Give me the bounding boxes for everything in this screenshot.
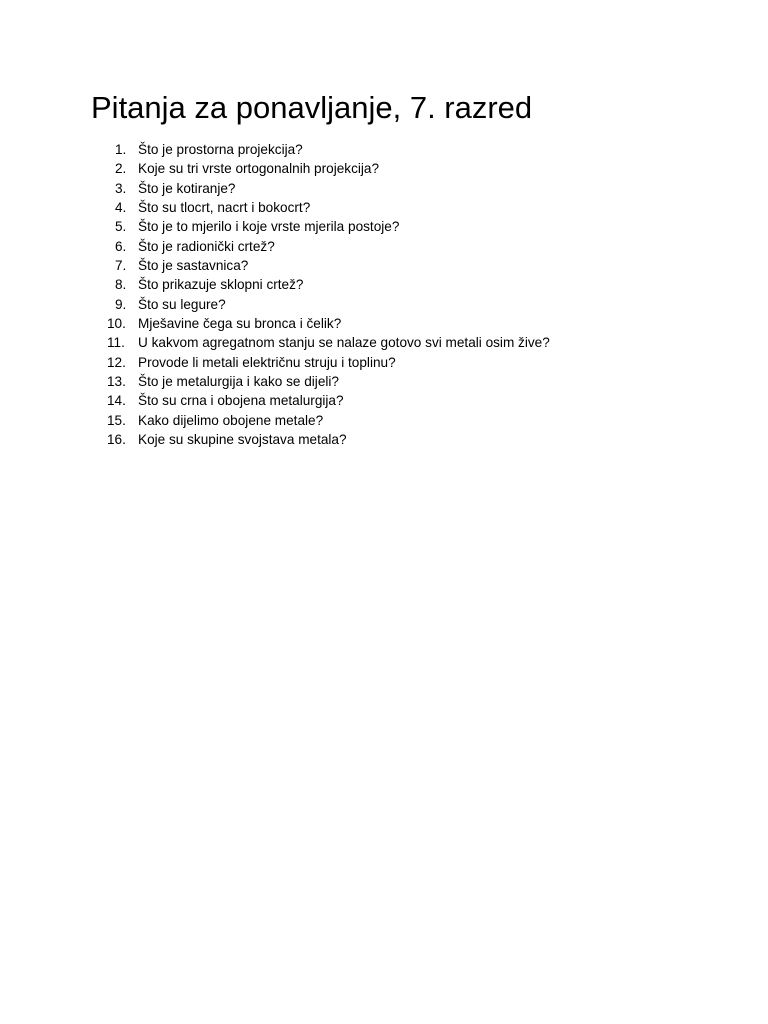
question-number-label: 15.	[107, 412, 126, 428]
question-number	[107, 353, 138, 372]
question-number	[107, 256, 138, 275]
question-text: Što su tlocrt, nacrt i bokocrt?	[138, 200, 311, 216]
list-item	[107, 159, 550, 178]
question-number	[107, 314, 138, 333]
question-number-label: 16.	[107, 432, 126, 448]
question-text: Kako dijelimo obojene metale?	[138, 412, 324, 428]
question-number	[107, 295, 138, 314]
question-number	[107, 237, 138, 256]
question-text: Što su legure?	[138, 296, 226, 312]
list-item	[107, 237, 550, 256]
list-item	[107, 411, 550, 430]
list-item	[107, 198, 550, 217]
question-text: Što je sastavnica?	[138, 258, 249, 274]
question-number-label: 8.	[115, 277, 127, 293]
list-item	[107, 217, 550, 236]
question-number-label: 9.	[115, 296, 127, 312]
list-item	[107, 140, 550, 159]
question-number	[107, 275, 138, 294]
list-item	[107, 314, 550, 333]
question-number	[107, 140, 138, 159]
question-number	[107, 217, 138, 236]
question-number-label: 11.	[107, 335, 125, 351]
question-text: Što je to mjerilo i koje vrste mjerila postoje?	[138, 219, 400, 235]
question-number-label: 3.	[115, 180, 127, 196]
list-item	[107, 256, 550, 275]
question-text: Što je radionički crtež?	[138, 238, 275, 254]
question-text: Što su crna i obojena metalurgija?	[138, 393, 344, 409]
question-text: U kakvom agregatnom stanju se nalaze gotovo svi metali osim žive?	[138, 335, 550, 351]
question-text: Provode li metali električnu struju i toplinu?	[138, 354, 396, 370]
question-number	[107, 333, 138, 352]
question-number	[107, 391, 138, 410]
question-text: Što prikazuje sklopni crtež?	[138, 277, 304, 293]
question-number	[107, 411, 138, 430]
question-number-label: 5.	[115, 219, 127, 235]
question-text: Koje su tri vrste ortogonalnih projekcija?	[138, 161, 380, 177]
question-number	[107, 179, 138, 198]
question-text: Što je prostorna projekcija?	[138, 142, 303, 157]
question-list	[107, 140, 550, 450]
question-text: Što je metalurgija i kako se dijeli?	[138, 374, 339, 390]
question-number-label: 6.	[115, 238, 127, 254]
question-number-label: 1.	[115, 142, 127, 157]
question-number	[107, 430, 138, 449]
list-item	[107, 333, 550, 352]
list-item	[107, 372, 550, 391]
list-item	[107, 295, 550, 314]
question-number	[107, 159, 138, 178]
question-number-label: 2.	[115, 161, 127, 177]
question-number-label: 10.	[107, 316, 126, 332]
list-item	[107, 391, 550, 410]
question-number-label: 14.	[107, 393, 126, 409]
question-number-label: 13.	[107, 374, 126, 390]
question-number-label: 4.	[115, 200, 127, 216]
question-text: Koje su skupine svojstava metala?	[138, 432, 347, 448]
page-title: Pitanja za ponavljanje, 7. razred	[91, 90, 533, 125]
list-item	[107, 430, 550, 449]
list-item	[107, 353, 550, 372]
question-text: Što je kotiranje?	[138, 180, 236, 196]
question-number	[107, 198, 138, 217]
list-item	[107, 275, 550, 294]
question-text: Mješavine čega su bronca i čelik?	[138, 316, 342, 332]
list-item	[107, 179, 550, 198]
question-number-label: 12.	[107, 354, 126, 370]
question-number-label: 7.	[115, 258, 127, 274]
question-number	[107, 372, 138, 391]
